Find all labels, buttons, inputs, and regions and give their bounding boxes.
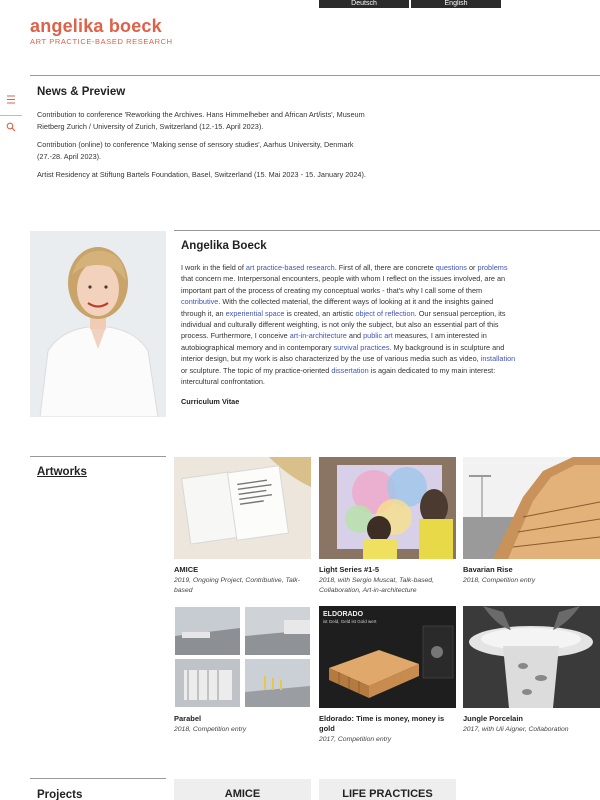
artwork-title: Eldorado: Time is money, money is gold <box>319 714 445 733</box>
artworks-title[interactable]: Artworks <box>37 466 87 478</box>
bio-text-segment: or <box>466 263 478 272</box>
artwork-thumbnail <box>463 457 600 559</box>
artwork-subtitle: 2018, Competition entry <box>174 726 247 733</box>
project-tile-life-practices[interactable]: LIFE PRACTICES <box>319 779 456 800</box>
news-item: Contribution (online) to conference 'Making sense of sensory studies', Aarhus University, Denmark (27.-28. April 2023). <box>37 140 354 161</box>
bio-text <box>181 262 516 387</box>
bio-text-segment: is again dedicated to my main interest: intercultural confrontation. <box>181 365 496 387</box>
projects-title[interactable]: Projects <box>37 789 83 800</box>
link-problems[interactable]: problems <box>477 263 508 272</box>
artwork-thumbnail <box>319 457 456 559</box>
link-contributive[interactable]: contributive <box>181 297 219 307</box>
bio-text-segment: that concern me. Interpersonal encounters, people with whom I reflect on the issues involved, are an important part of the process of creating my conceptual works - that's why I call some of them <box>181 274 506 295</box>
eldorado-image-line: ist Geld, Geld ist Gold wert <box>323 619 377 624</box>
bio-text-segment: . My background is in sculpture and interior design, but my work is also characterized by the use of various media such as video, <box>181 342 505 364</box>
link-installation[interactable]: installation <box>480 354 516 364</box>
artwork-subtitle: 2017, with Uli Aigner, Collaboration <box>463 726 569 733</box>
artwork-subtitle: 2017, Competition entry <box>319 736 392 743</box>
logo-subtitle: ART PRACTICE-BASED RESEARCH <box>30 37 173 46</box>
artwork-card-eldorado[interactable] <box>319 606 456 745</box>
bio-text-segment: I work in the field of <box>181 263 246 272</box>
link-public-art[interactable]: public art <box>363 331 393 341</box>
eldorado-image-heading: ELDORADO <box>323 611 364 618</box>
bio-text-segment: . Our sensual perception, its individual and culturally different weighting, is not only the subject, but also an essential part of this process. Furthermore, I conceive <box>181 308 506 341</box>
artworks-divider <box>30 456 166 457</box>
artwork-title: Bavarian Rise <box>463 565 513 574</box>
artwork-title: Light Series #1-5 <box>319 565 380 574</box>
project-tile-amice[interactable]: AMICE <box>174 779 311 800</box>
artwork-card-light-series[interactable] <box>319 457 456 596</box>
artwork-card-amice[interactable] <box>174 457 311 596</box>
link-art-practice-based-research[interactable]: art practice-based research <box>245 263 335 272</box>
artwork-thumbnail <box>319 606 456 708</box>
bio-divider <box>174 230 600 231</box>
bio-text-segment: . With the collected material, the different ways of looking at it and the insights gained through it, an <box>181 297 494 318</box>
artwork-thumbnail <box>463 606 600 708</box>
portrait-photo <box>30 231 166 417</box>
search-icon[interactable] <box>0 122 22 136</box>
link-object-of-reflection[interactable]: object of reflection <box>355 308 415 318</box>
artwork-title: Jungle Porcelain <box>463 714 524 723</box>
artwork-title: Parabel <box>174 714 202 723</box>
artwork-title: AMICE <box>174 565 199 574</box>
link-dissertation[interactable]: dissertation <box>331 365 369 375</box>
bio-text-segment: and <box>346 331 364 341</box>
artwork-card-parabel[interactable] <box>174 606 311 735</box>
news-item: Contribution to conference 'Reworking the Archives. Hans Himmelheber and African Art/ists', Museum Rietberg Zurich / University of Zurich, Switzerland (12.-15. April 2023). <box>37 110 365 131</box>
language-switcher <box>319 0 501 8</box>
link-experiential-space[interactable]: experiential space <box>225 308 285 318</box>
language-english-button[interactable]: English <box>411 0 501 8</box>
news-section <box>37 86 377 188</box>
curriculum-vitae-link[interactable]: Curriculum Vitae <box>181 397 240 407</box>
side-menu <box>0 95 22 136</box>
link-survival-practices[interactable]: survival practices <box>333 342 390 352</box>
artwork-thumbnail <box>174 457 311 559</box>
header-divider <box>30 75 600 76</box>
artwork-thumbnail <box>174 606 311 708</box>
bio-text-segment: . First of all, there are concrete <box>334 263 436 272</box>
hamburger-icon[interactable] <box>0 95 22 109</box>
artwork-subtitle: 2018, Competition entry <box>463 577 536 584</box>
link-art-in-architecture[interactable]: art-in-architecture <box>289 331 347 341</box>
artwork-card-bavarian-rise[interactable] <box>463 457 600 586</box>
site-logo[interactable] <box>30 16 173 47</box>
bio-title: Angelika Boeck <box>181 240 267 252</box>
projects-divider <box>30 778 166 779</box>
language-german-button[interactable]: Deutsch <box>319 0 409 8</box>
artwork-card-jungle-porcelain[interactable] <box>463 606 600 735</box>
bio-text-segment: or sculpture. The topic of my practice-oriented <box>181 365 332 375</box>
bio-text-segment: measures, I am interested in autobiographical memory and in contemporary <box>181 331 487 352</box>
artwork-subtitle: 2018, with Sergio Muscat, Talk-based, Collaboration, Art-in-architecture <box>319 577 434 594</box>
logo-name: angelika boeck <box>30 16 162 36</box>
bio-text-segment: is created, an artistic <box>284 308 356 318</box>
news-title: News & Preview <box>37 86 126 98</box>
link-questions[interactable]: questions <box>435 263 467 272</box>
bio-section <box>181 240 516 409</box>
side-menu-divider <box>0 115 22 116</box>
news-item: Artist Residency at Stiftung Bartels Foundation, Basel, Switzerland (15. Mai 2023 - 15. January 2024). <box>37 170 366 179</box>
artwork-subtitle: 2019, Ongoing Project, Contributive, Talk-based <box>174 577 300 594</box>
